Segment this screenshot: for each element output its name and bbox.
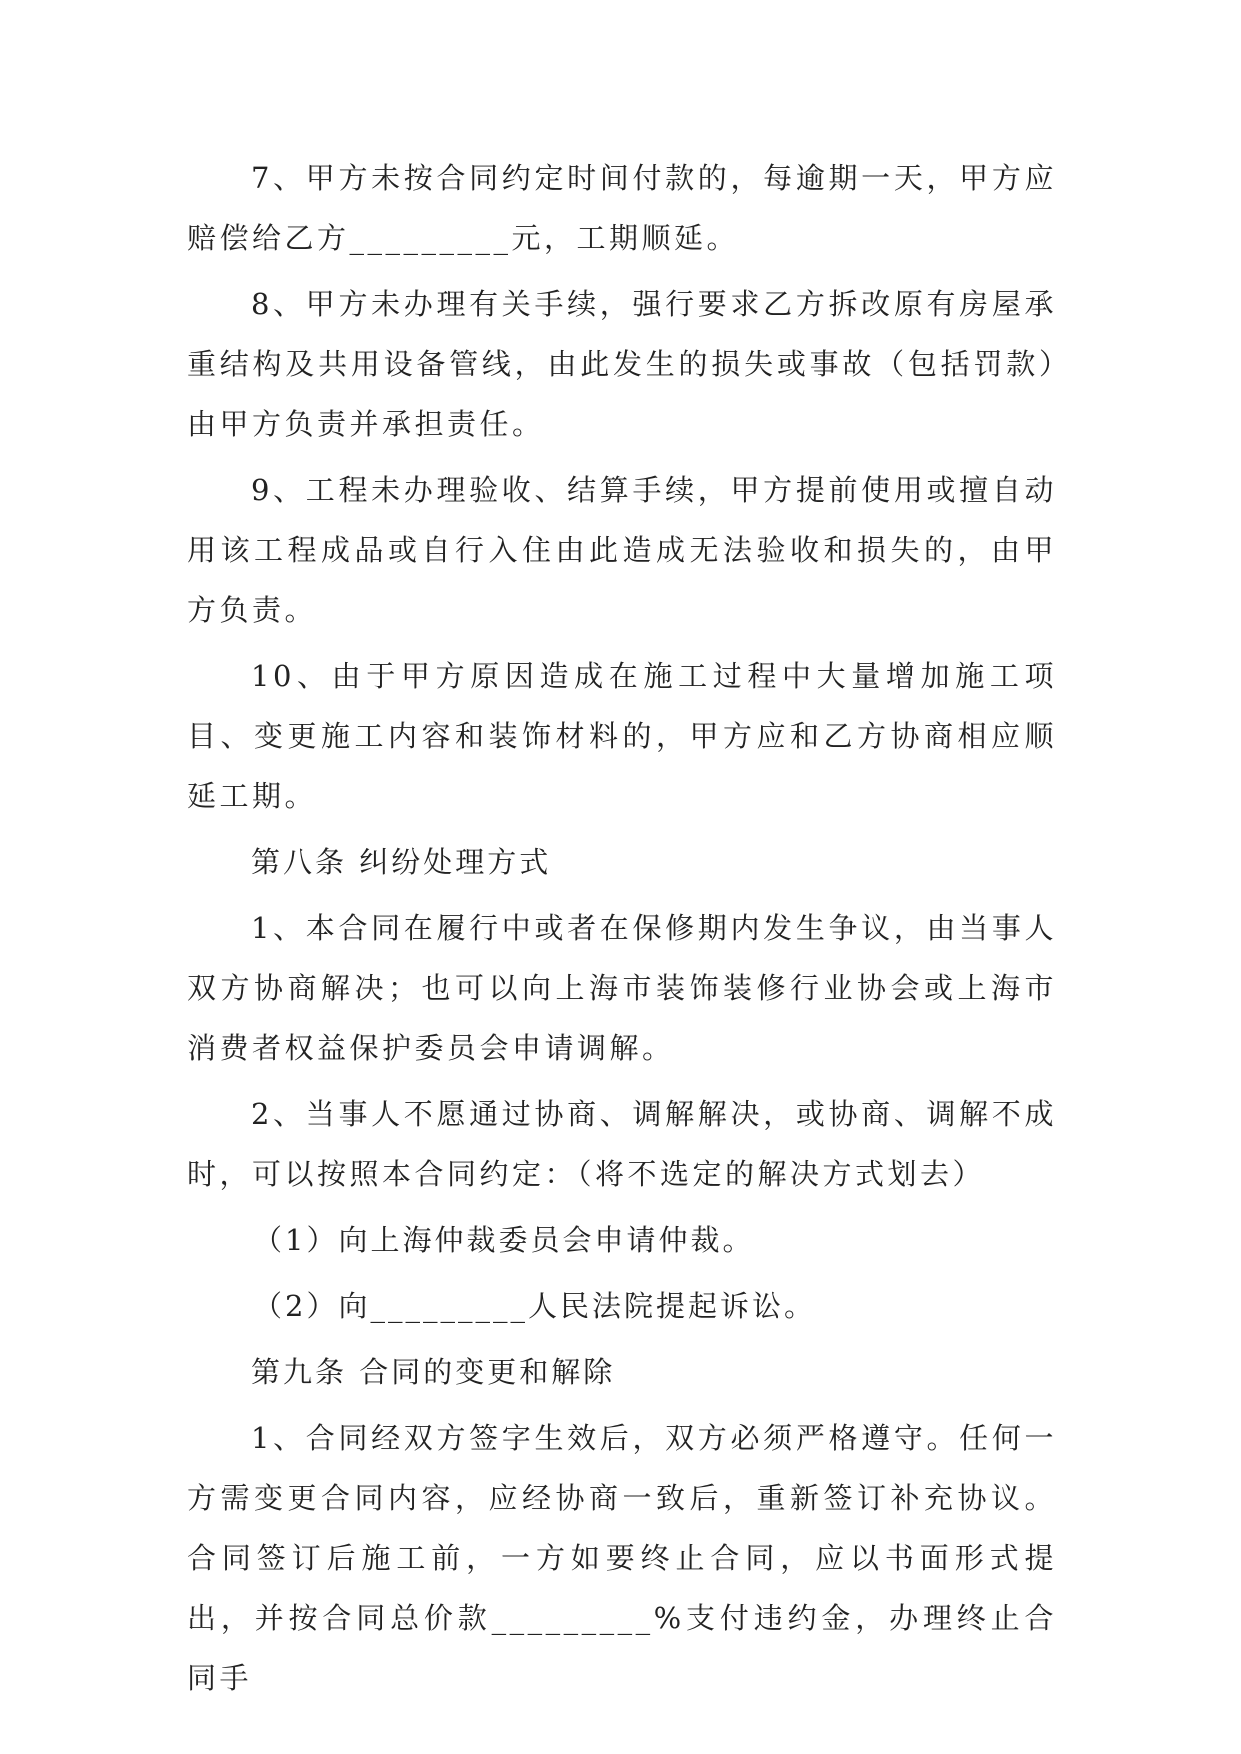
article-8-item-1: 1、本合同在履行中或者在保修期内发生争议，由当事人双方协商解决；也可以向上海市装饰装修行业协会或上海市消费者权益保护委员会申请调解。 [187, 911, 1057, 1065]
article-8-heading: 第八条 纠纷处理方式 [251, 845, 552, 879]
article-9-heading: 第九条 合同的变更和解除 [251, 1355, 616, 1389]
option-2-litigation: （2）向_________人民法院提起诉讼。 [253, 1289, 816, 1323]
clause-10-added-items: 10、由于甲方原因造成在施工过程中大量增加施工项目、变更施工内容和装饰材料的，甲方应和乙方协商相应顺延工期。 [187, 659, 1057, 813]
clause-7-late-payment: 7、甲方未按合同约定时间付款的，每逾期一天，甲方应赔偿给乙方_________元，工期顺延。 [187, 161, 1057, 255]
article-9-item-1: 1、合同经双方签字生效后，双方必须严格遵守。任何一方需变更合同内容，应经协商一致后，重新签订补充协议。合同签订后施工前，一方如要终止合同，应以书面形式提出，并按合同总价款_________%支付违约金，办理终止合同手 [187, 1421, 1057, 1695]
clause-8-unauthorized-alteration: 8、甲方未办理有关手续，强行要求乙方拆改原有房屋承重结构及共用设备管线，由此发生的损失或事故（包括罚款）由甲方负责并承担责任。 [187, 287, 1057, 441]
document-page [187, 148, 1057, 1714]
option-1-arbitration: （1）向上海仲裁委员会申请仲裁。 [253, 1223, 755, 1257]
article-8-item-2: 2、当事人不愿通过协商、调解解决，或协商、调解不成时，可以按照本合同约定：（将不选定的解决方式划去） [187, 1097, 1057, 1191]
clause-9-early-use: 9、工程未办理验收、结算手续，甲方提前使用或擅自动用该工程成品或自行入住由此造成无法验收和损失的，由甲方负责。 [187, 473, 1057, 627]
